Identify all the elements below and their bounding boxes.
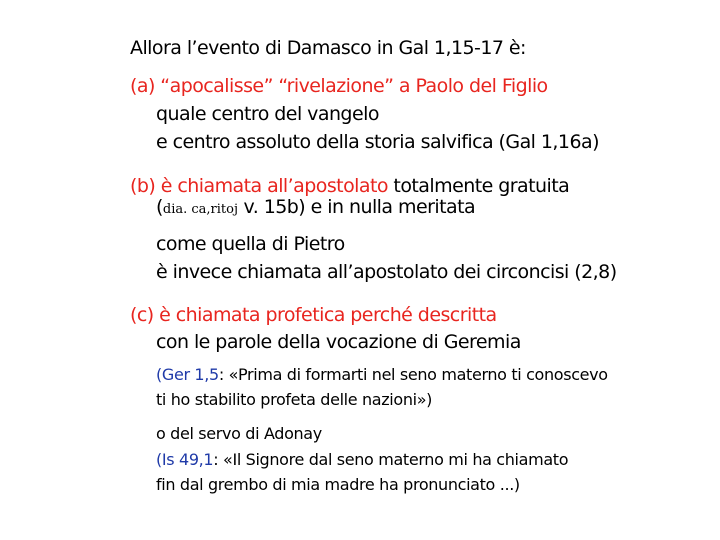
is-quote-text: : «Il Signore dal seno materno mi ha chiamato: [213, 450, 569, 469]
section-b-line-2-rest: v. 15b) e in nulla meritata: [238, 196, 476, 218]
ger-quote-text: : «Prima di formarti nel seno materno ti conoscevo: [218, 365, 608, 384]
is-open-paren: (: [156, 450, 162, 469]
section-a-line-3: e centro assoluto della storia salvifica (Gal 1,16a): [156, 131, 599, 153]
section-b-line-4: è invece chiamata all’apostolato dei circoncisi (2,8): [156, 261, 617, 283]
section-b-heading-highlight: (b) è chiamata all’apostolato: [130, 175, 388, 197]
greek-phrase: dia. ca,ritoj: [162, 202, 238, 217]
section-b-heading-rest: totalmente gratuita: [387, 175, 570, 197]
section-a-line-2: quale centro del vangelo: [156, 103, 379, 125]
ger-open-paren: (: [156, 365, 162, 384]
is-quote-line-1: [156, 449, 568, 471]
ger-quote-line-2: ti ho stabilito profeta delle nazioni»): [156, 390, 433, 409]
servant-line: o del servo di Adonay: [156, 424, 322, 443]
is-quote-line-2: fin dal grembo di mia madre ha pronunciato ...): [156, 475, 520, 494]
section-a-heading: (a) “apocalisse” “rivelazione” a Paolo del Figlio: [130, 75, 548, 97]
section-b-line-2: [156, 195, 475, 222]
section-b-line-3: come quella di Pietro: [156, 233, 345, 255]
section-b-open-paren: (: [156, 196, 163, 218]
ger-quote-line-1: [156, 364, 608, 386]
section-c-line-2: con le parole della vocazione di Geremia: [156, 331, 521, 353]
is-citation: Is 49,1: [161, 450, 214, 469]
slide-title: Allora l’evento di Damasco in Gal 1,15-17 è:: [130, 37, 526, 59]
ger-citation: Ger 1,5: [161, 365, 219, 384]
section-c-heading: (c) è chiamata profetica perché descritta: [130, 304, 497, 326]
